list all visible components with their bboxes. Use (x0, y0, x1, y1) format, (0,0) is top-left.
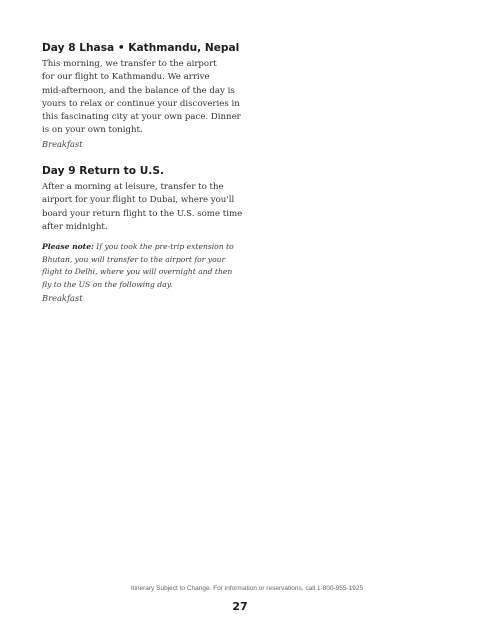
note-label: Please note: (42, 242, 94, 252)
day-9-description (42, 181, 242, 234)
day-9-line: airport for your flight to Dubai, where you'll (42, 195, 235, 206)
note-line: Bhutan, you will transfer to the airport for your (42, 254, 226, 264)
day-8-line: this fascinating city at your own pace. Dinner (42, 112, 241, 123)
note-first-line (42, 241, 242, 254)
day-9-line: After a morning at leisure, transfer to the (42, 182, 224, 192)
day-8-line: is on your own tonight. (42, 125, 143, 136)
footer-disclaimer: Itinerary Subject to Change. For information or reservations, call 1-800-955-1925 (130, 585, 364, 592)
day-8-description (42, 58, 242, 138)
page-footer (0, 577, 480, 595)
day-9-note (42, 241, 242, 291)
day-9-line: after midnight. (42, 221, 108, 232)
day-8-line: yours to relax or continue your discoveries in (42, 98, 240, 109)
day-9-meals: Breakfast (42, 292, 83, 303)
note-line: fly to the US on the following day. (42, 279, 173, 289)
page-number: 27 (232, 600, 248, 613)
day-9-line: board your return flight to the U.S. some time (42, 208, 243, 219)
day-8-line: mid-afternoon, and the balance of the day is (42, 85, 235, 96)
day-8-heading: Day 8 Lhasa • Kathmandu, Nepal (42, 42, 240, 54)
day-8-section (42, 41, 242, 151)
day-8-line: This morning, we transfer to the airport (42, 59, 217, 69)
day-8-meals: Breakfast (42, 138, 83, 149)
day-9-heading: Day 9 Return to U.S. (42, 165, 164, 177)
day-9-section (42, 164, 242, 305)
note-line: flight to Delhi, where you will overnight and then (42, 267, 233, 277)
day-8-line: for our flight to Kathmandu. We arrive (42, 72, 210, 83)
note-line: If you took the pre-trip extension to (93, 242, 234, 252)
